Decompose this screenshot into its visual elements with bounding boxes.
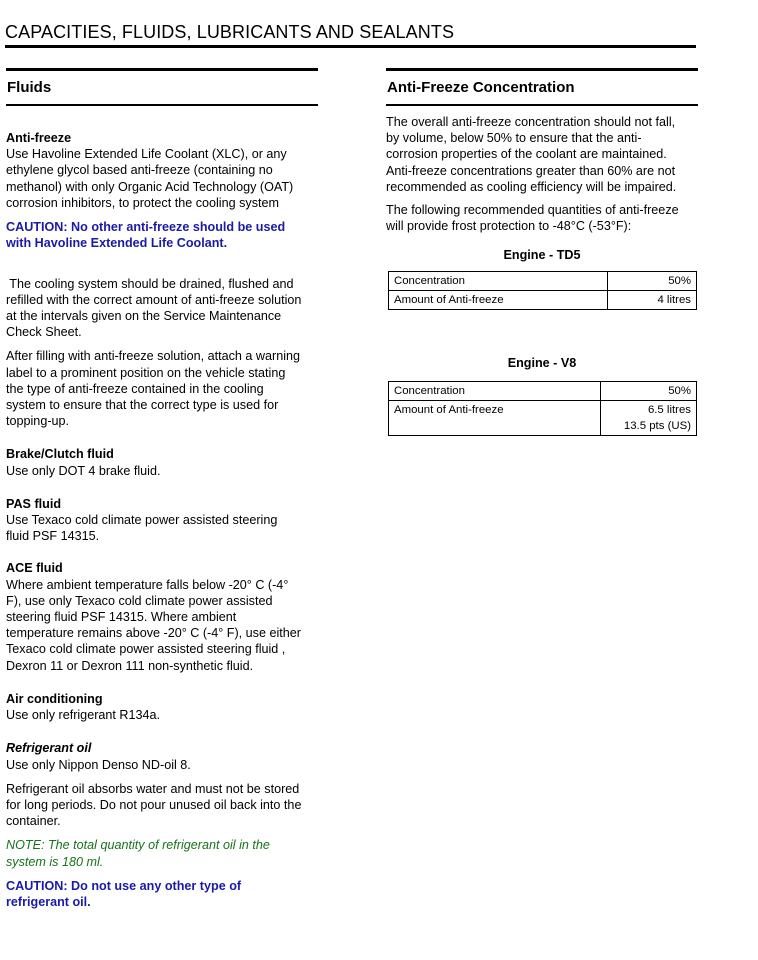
table-cell-label: Concentration <box>389 272 608 291</box>
refrigerant-oil-title: Refrigerant oil <box>6 741 92 756</box>
brake-fluid-body: Use only DOT 4 brake fluid. <box>6 463 161 478</box>
antifreeze-label-text: After filling with anti-freeze solution, attach a warning label to a prominent position on the vehicle stating the type of anti-freeze contained in the cooling system to ensure that the correct type is used for topping-up. <box>6 349 301 429</box>
brake-fluid-title: Brake/Clutch fluid <box>6 447 114 462</box>
fluids-heading: Fluids <box>6 68 318 106</box>
anti-freeze-concentration-heading: Anti-Freeze Concentration <box>386 68 698 106</box>
table-cell-value: 50% <box>608 272 697 291</box>
table-row <box>389 291 697 310</box>
pas-fluid-body: Use Texaco cold climate power assisted steering fluid PSF 14315. <box>6 513 278 544</box>
engine-v8-table <box>388 381 697 436</box>
ace-fluid-body: Where ambient temperature falls below -20° C (-4° F), use only Texaco cold climate power assisted steering fluid PSF 14315. Where ambient temperature remains above -20° C (-4° F), use either Texaco cold climate power assisted steering fluid , Dexron 11 or Dexron 111 non-synthetic fluid. <box>6 577 301 673</box>
amount-pints: 13.5 pts (US) <box>623 420 691 433</box>
table-cell-label: Concentration <box>389 382 601 401</box>
refrigerant-oil-caution: CAUTION: Do not use any other type of refrigerant oil. <box>6 878 242 909</box>
table-cell-value <box>601 401 697 436</box>
pas-fluid-title: PAS fluid <box>6 496 62 511</box>
engine-v8-title: Engine - V8 <box>507 356 577 371</box>
concentration-intro: The overall anti-freeze concentration should not fall, by volume, below 50% to ensure that the anti- corrosion properties of the coolant are maintained. Anti-freeze concentrations greater than 60% are not recommended as cooling efficiency will be impaired. <box>386 115 677 194</box>
fluids-column <box>6 68 318 910</box>
refrigerant-oil-note: NOTE: The total quantity of refrigerant oil in the system is 180 ml. <box>6 838 270 869</box>
table-row <box>389 272 697 291</box>
table-cell-label: Amount of Anti-freeze <box>389 291 608 310</box>
table-cell-value: 50% <box>601 382 697 401</box>
table-cell-label: Amount of Anti-freeze <box>389 401 601 436</box>
refrigerant-oil-body: Use only Nippon Denso ND-oil 8. <box>6 757 191 772</box>
antifreeze-caution: CAUTION: No other anti-freeze should be used with Havoline Extended Life Coolant. <box>6 220 286 251</box>
page-title: CAPACITIES, FLUIDS, LUBRICANTS AND SEALANTS <box>5 21 696 48</box>
table-cell-value: 4 litres <box>608 291 697 310</box>
anti-freeze-concentration-column <box>386 68 698 436</box>
concentration-quantities: The following recommended quantities of anti-freeze will provide frost protection to -48°C (-53°F): <box>386 203 679 234</box>
table-row <box>389 401 697 436</box>
antifreeze-body: Use Havoline Extended Life Coolant (XLC), or any ethylene glycol based anti-freeze (containing no methanol) with only Organic Acid Technology (OAT) corrosion inhibitors, to protect the cooling system <box>6 147 294 210</box>
refrigerant-oil-storage: Refrigerant oil absorbs water and must not be stored for long periods. Do not pour unused oil back into the container. <box>6 781 302 829</box>
aircon-body: Use only refrigerant R134a. <box>6 708 161 723</box>
antifreeze-title: Anti-freeze <box>6 131 72 145</box>
engine-td5-table <box>388 271 697 310</box>
aircon-title: Air conditioning <box>6 691 103 706</box>
antifreeze-drain-text: The cooling system should be drained, flushed and refilled with the correct amount of anti-freeze solution at the intervals given on the Service Maintenance Check Sheet. <box>6 276 302 340</box>
ace-fluid-title: ACE fluid <box>6 561 63 576</box>
table-row <box>389 382 697 401</box>
amount-litres: 6.5 litres <box>647 404 691 417</box>
engine-td5-title: Engine - TD5 <box>503 248 581 263</box>
